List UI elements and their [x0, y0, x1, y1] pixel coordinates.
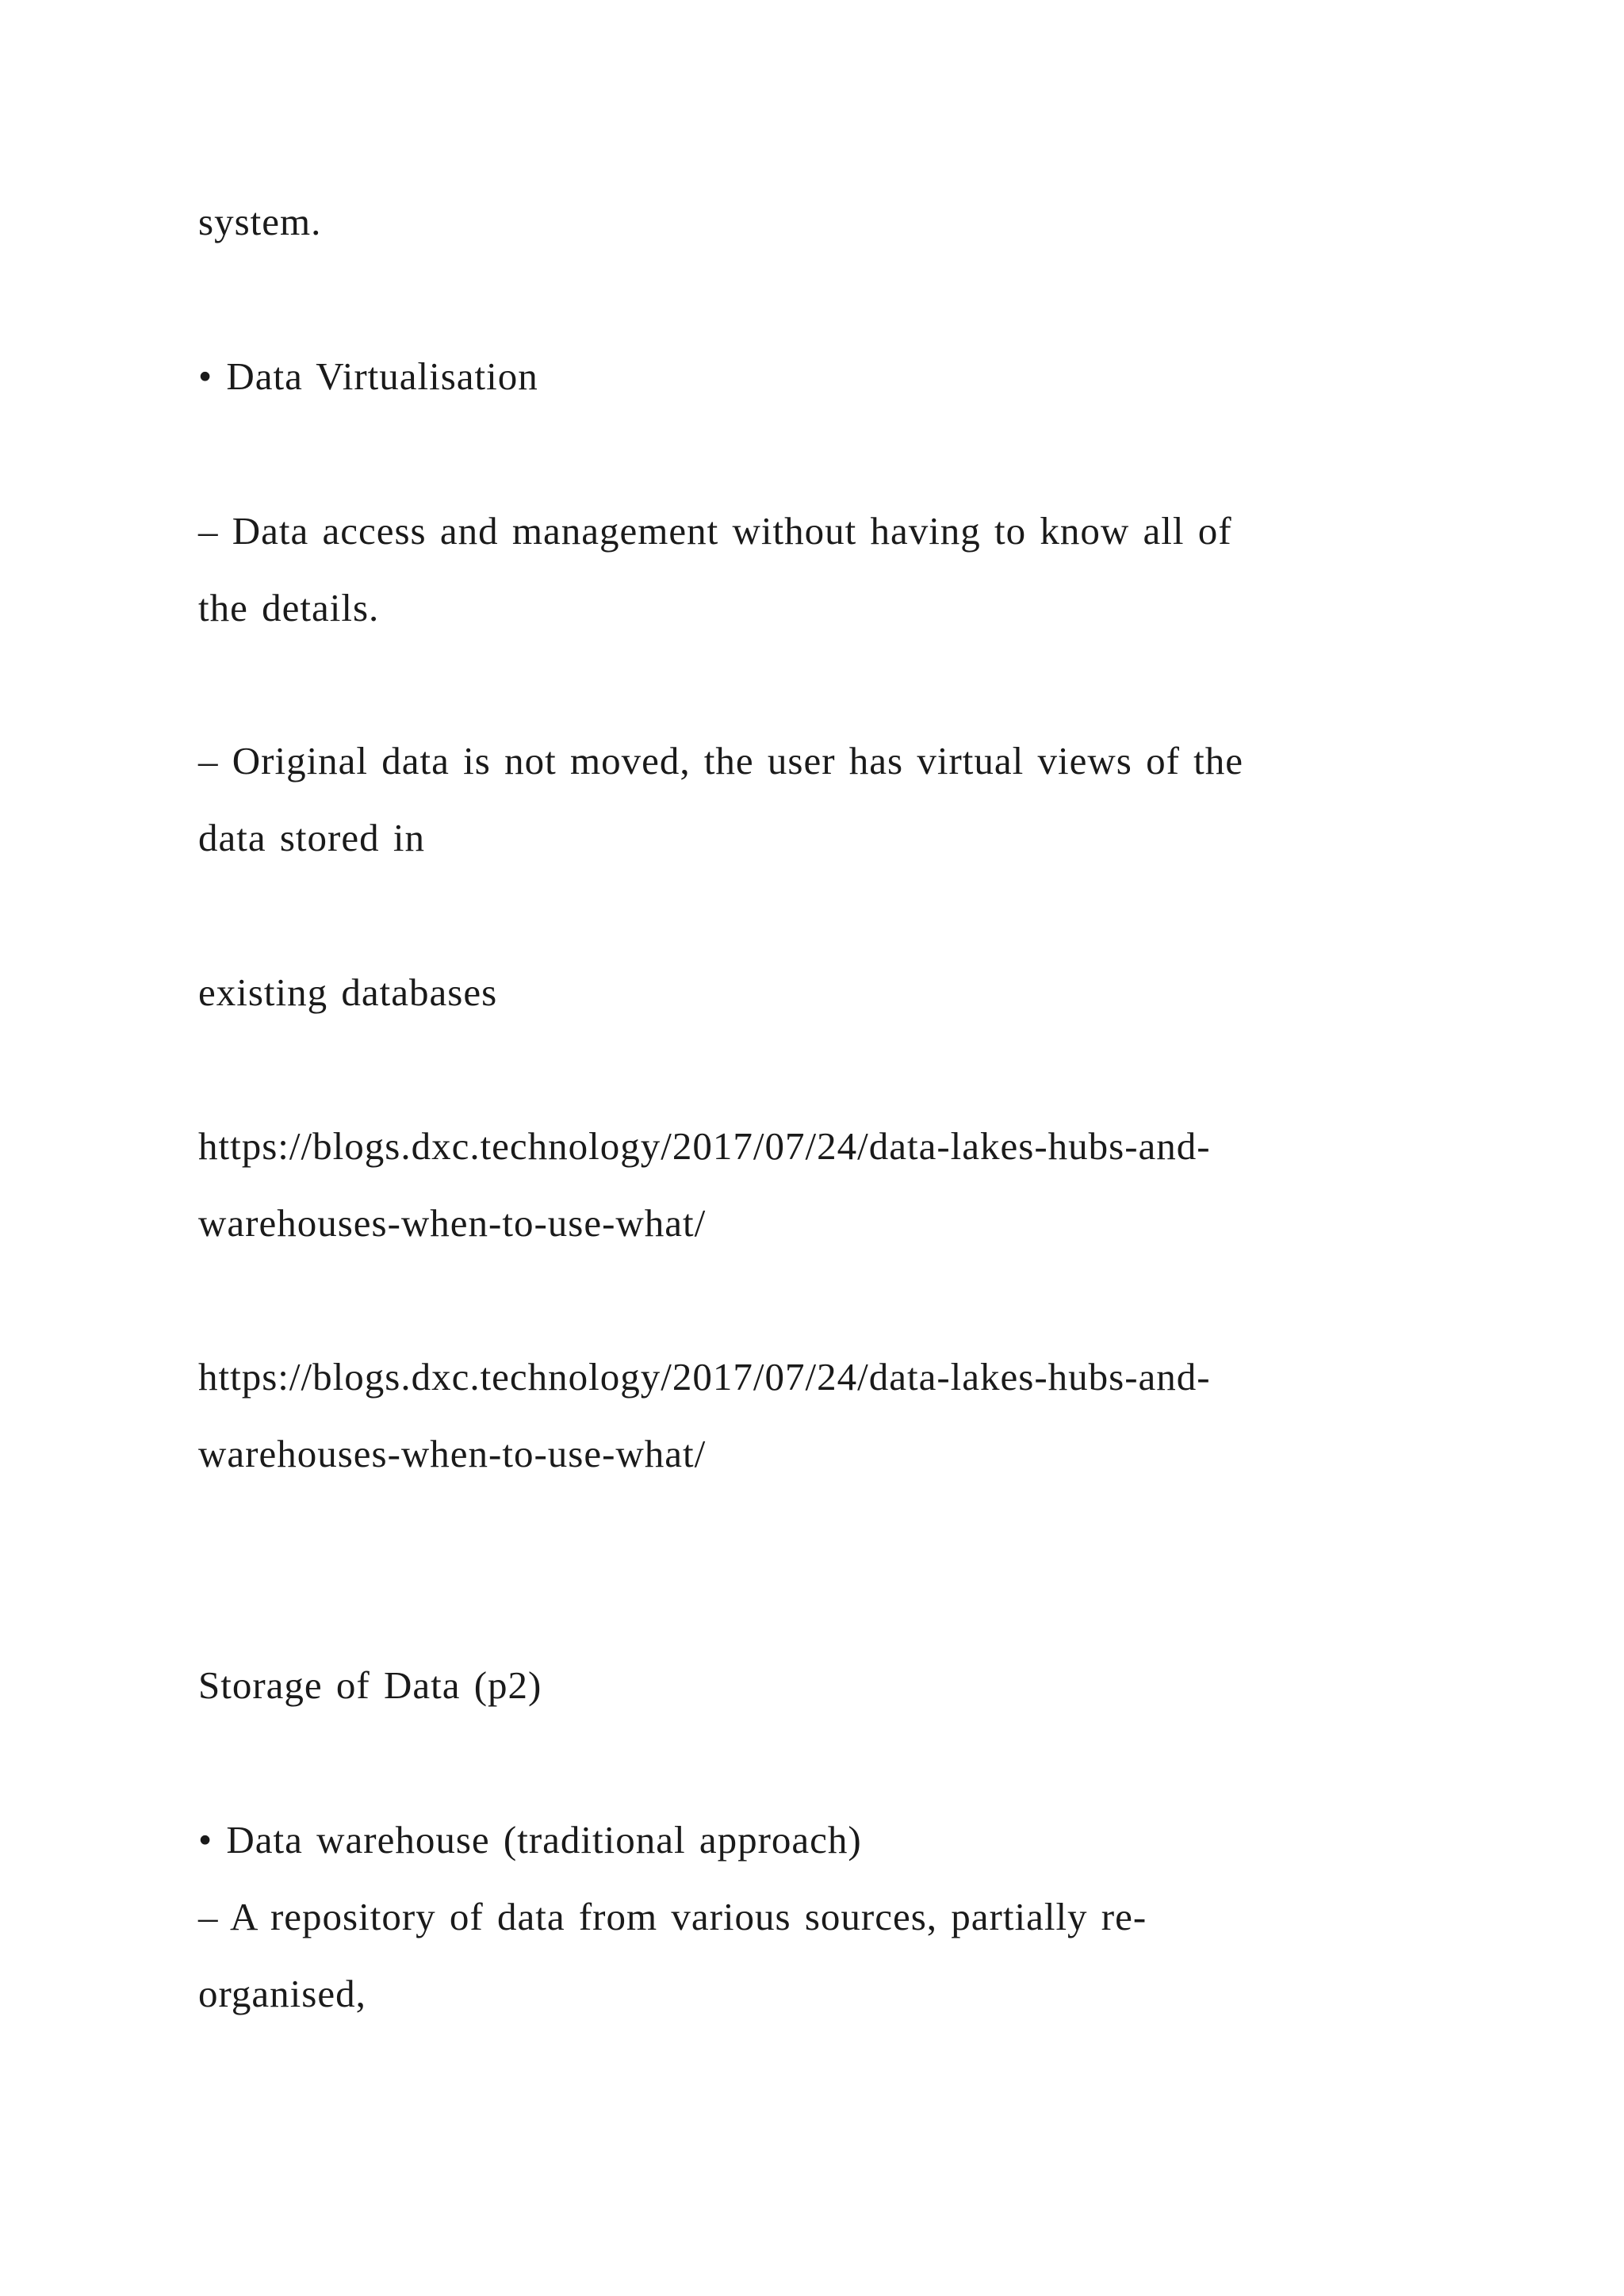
- text-line-existing-databases: existing databases: [198, 970, 498, 1014]
- reference-url-1: https://blogs.dxc.technology/2017/07/24/data-lakes-hubs-and-: [198, 1124, 1211, 1168]
- reference-url-2: https://blogs.dxc.technology/2017/07/24/data-lakes-hubs-and-: [198, 1355, 1211, 1399]
- sub-bullet-data-access: – Data access and management without having to know all of: [198, 509, 1232, 553]
- sub-bullet-repository-cont: organised,: [198, 1972, 366, 2015]
- section-heading-storage-of-data: Storage of Data (p2): [198, 1663, 542, 1707]
- text-line-system: system.: [198, 200, 322, 243]
- bullet-data-virtualisation: • Data Virtualisation: [198, 354, 538, 398]
- bullet-data-warehouse: • Data warehouse (traditional approach): [198, 1818, 862, 1862]
- reference-url-2-cont: warehouses-when-to-use-what/: [198, 1432, 707, 1475]
- sub-bullet-original-data-cont: data stored in: [198, 816, 425, 859]
- sub-bullet-original-data: – Original data is not moved, the user has virtual views of the: [198, 739, 1244, 783]
- sub-bullet-data-access-cont: the details.: [198, 586, 380, 629]
- reference-url-1-cont: warehouses-when-to-use-what/: [198, 1201, 707, 1245]
- sub-bullet-repository: – A repository of data from various sources, partially re-: [198, 1895, 1147, 1938]
